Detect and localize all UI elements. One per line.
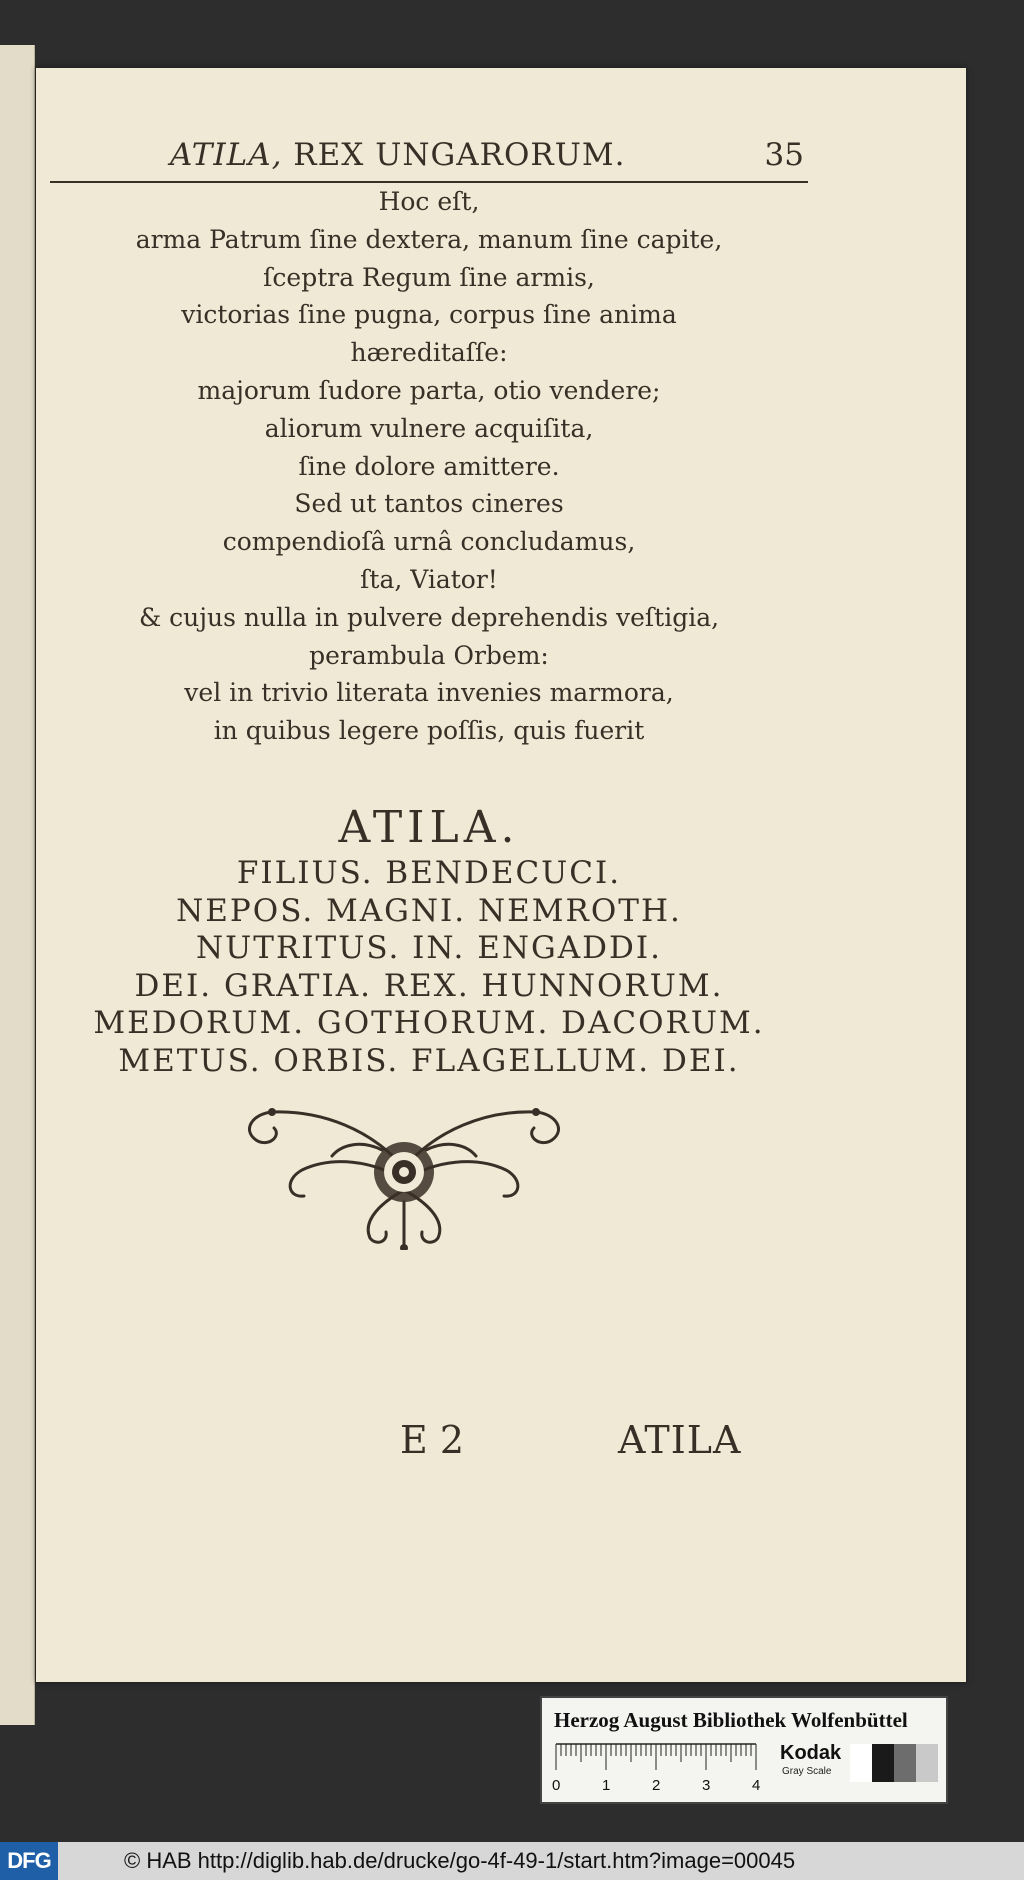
running-title (170, 137, 625, 173)
body-line: aliorum vulnere acquiſita, (264, 413, 594, 443)
epitaph-line: NUTRITUS. IN. ENGADDI. (196, 930, 662, 966)
ruler-label: 2 (652, 1777, 661, 1794)
body-line: Hoc eſt, (378, 187, 480, 216)
running-title-rest: REX UNGARORUM. (282, 137, 626, 173)
gray-patch (850, 1744, 872, 1782)
running-title-italic: ATILA, (170, 137, 283, 173)
epitaph-caps (50, 855, 808, 1080)
body-line: hæreditaſſe: (350, 338, 508, 368)
body-line: vel in trivio literata invenies marmora, (184, 678, 674, 708)
body-line: compendioſâ urnâ concludamus, (222, 527, 636, 557)
epitaph-line: DEI. GRATIA. REX. HUNNORUM. (134, 967, 724, 1004)
kodak-logo: Kodak (780, 1742, 842, 1764)
gray-patch (916, 1744, 938, 1782)
library-name: Herzog August Bibliothek Wolfenbüttel (554, 1708, 908, 1732)
body-line: in quibus legere poſſis, quis fuerit (213, 716, 645, 746)
ruler-label: 3 (702, 1777, 711, 1794)
color-scale-card (540, 1696, 948, 1804)
dfg-logo[interactable]: DFG (0, 1842, 58, 1880)
body-line: victorias ſine pugna, corpus ſine anima (181, 300, 677, 330)
epitaph-title: ATILA. (338, 802, 520, 853)
epitaph-inscription (50, 802, 808, 1080)
epitaph-line: FILIUS. BENDECUCI. (236, 855, 622, 891)
ruler-scale (552, 1742, 760, 1794)
copyright-link[interactable]: © HAB http://diglib.hab.de/drucke/go-4f-49-1/start.htm?image=00045 (124, 1848, 796, 1873)
running-header (50, 133, 808, 183)
gray-patch (872, 1744, 894, 1782)
body-line: Sed ut tantos cineres (294, 489, 564, 519)
body-line: ſceptra Regum ſine armis, (263, 262, 595, 292)
previous-page-edge (0, 45, 35, 1725)
epitaph-prose (50, 183, 808, 750)
ornament-vignette (232, 1090, 576, 1250)
epitaph-line: METUS. ORBIS. FLAGELLUM. DEI. (118, 1042, 740, 1079)
gray-patches (850, 1744, 938, 1782)
epitaph-line: NEPOS. MAGNI. NEMROTH. (176, 892, 682, 929)
ruler-label: 0 (552, 1777, 561, 1794)
body-line: ſine dolore amittere. (298, 451, 560, 481)
epitaph-line: MEDORUM. GOTHORUM. DACORUM. (93, 1005, 765, 1041)
gray-scale-label: Gray Scale (782, 1766, 832, 1777)
catchword: ATILA (618, 1418, 742, 1462)
body-line: & cujus nulla in pulvere deprehendis veſtigia, (138, 602, 720, 632)
page-number: 35 (764, 137, 804, 173)
signature-mark: E 2 (400, 1418, 464, 1462)
body-line: majorum ſudore parta, otio vendere; (197, 375, 661, 405)
body-line: ſta, Viator! (360, 564, 498, 594)
gray-patch (894, 1744, 916, 1782)
footer-bar (0, 1842, 1024, 1880)
body-line: perambula Orbem: (309, 640, 549, 670)
ruler-label: 4 (752, 1777, 760, 1794)
ruler-label: 1 (602, 1777, 611, 1794)
body-line: arma Patrum ſine dextera, manum ſine capite, (135, 224, 723, 254)
